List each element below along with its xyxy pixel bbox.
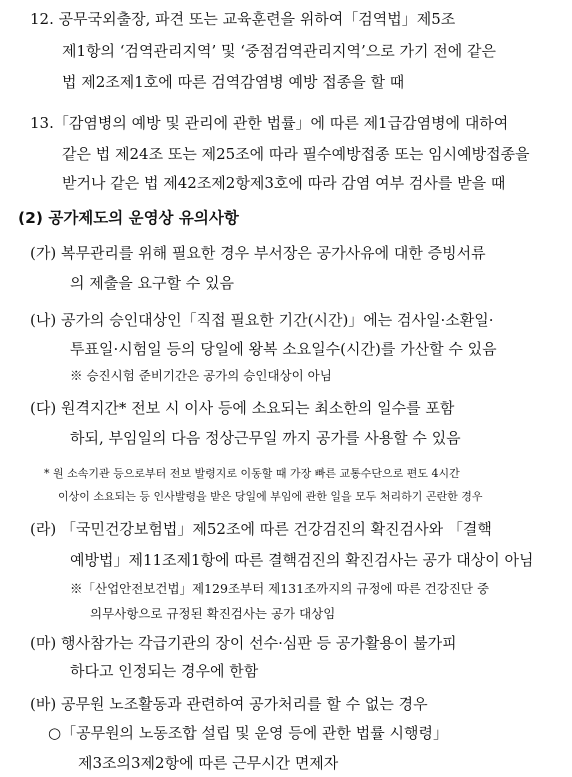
item-na-line-2: 투표일·시험일 등의 당일에 왕복 소요일수(시간)를 가산할 수 있음 — [70, 340, 497, 358]
item-ra-note-line-2: 의무사항으로 규정된 확진검사는 공가 대상임 — [90, 606, 336, 621]
item-13-line-3: 받거나 같은 법 제42조제2항제3호에 따라 감염 여부 검사를 받을 때 — [62, 174, 506, 192]
item-na-note: ※ 승진시험 준비기간은 공가의 승인대상이 아님 — [70, 368, 332, 383]
item-ma-line-1: (마) 행사참가는 각급기관의 장이 선수·심판 등 공가활용이 불가피 — [30, 634, 457, 652]
item-da-footnote-line-2: 이상이 소요되는 등 인사발령을 받은 당일에 부임에 관한 일을 모두 처리하기 곤란한 경우 — [58, 490, 483, 503]
item-ra-line-2: 예방법」제11조제1항에 따른 결핵검진의 확진검사는 공가 대상이 아님 — [70, 551, 534, 569]
item-na-line-1: (나) 공가의 승인대상인「직접 필요한 기간(시간)」에는 검사일·소환일· — [30, 311, 494, 329]
item-13-line-2: 같은 법 제24조 또는 제25조에 따라 필수예방접종 또는 임시예방접종을 — [62, 145, 530, 163]
item-ba-line-1: (바) 공무원 노조활동과 관련하여 공가처리를 할 수 없는 경우 — [30, 695, 428, 713]
item-da-line-1: (다) 원격지간* 전보 시 이사 등에 소요되는 최소한의 일수를 포함 — [30, 399, 455, 417]
item-da-line-2: 하되, 부임일의 다음 정상근무일 까지 공가를 사용할 수 있음 — [70, 429, 461, 447]
item-ra-note-line-1: ※「산업안전보건법」제129조부터 제131조까지의 규정에 따른 건강진단 중 — [70, 581, 490, 596]
item-12-line-3: 법 제2조제1호에 따른 검역감염병 예방 접종을 할 때 — [62, 73, 405, 91]
item-ma-line-2: 하다고 인정되는 경우에 한함 — [70, 662, 259, 680]
item-13-line-1: 13.「감염병의 예방 및 관리에 관한 법률」에 따른 제1급감염병에 대하여 — [30, 114, 509, 132]
item-ra-line-1: (라) 「국민건강보험법」제52조에 따른 건강검진의 확진검사와 「결핵 — [30, 520, 492, 538]
item-ba-subitem-line-1: ○「공무원의 노동조합 설립 및 운영 등에 관한 법률 시행령」 — [48, 724, 449, 742]
item-ba-subitem-line-2: 제3조의3제2항에 따른 근무시간 면제자 — [78, 754, 339, 772]
section-heading: (2) 공가제도의 운영상 유의사항 — [18, 209, 239, 227]
item-ga-line-2: 의 제출을 요구할 수 있음 — [70, 274, 234, 292]
item-da-footnote-line-1: * 원 소속기관 등으로부터 전보 발령지로 이동할 때 가장 빠른 교통수단으로 편도 4시간 — [44, 467, 460, 480]
item-12-line-1: 12. 공무국외출장, 파견 또는 교육훈련을 위하여「검역법」제5조 — [30, 10, 456, 28]
item-ga-line-1: (가) 복무관리를 위해 필요한 경우 부서장은 공가사유에 대한 증빙서류 — [30, 244, 486, 262]
item-12-line-2: 제1항의 ‘검역관리지역’ 및 ‘중점검역관리지역’으로 가기 전에 같은 — [62, 42, 496, 60]
